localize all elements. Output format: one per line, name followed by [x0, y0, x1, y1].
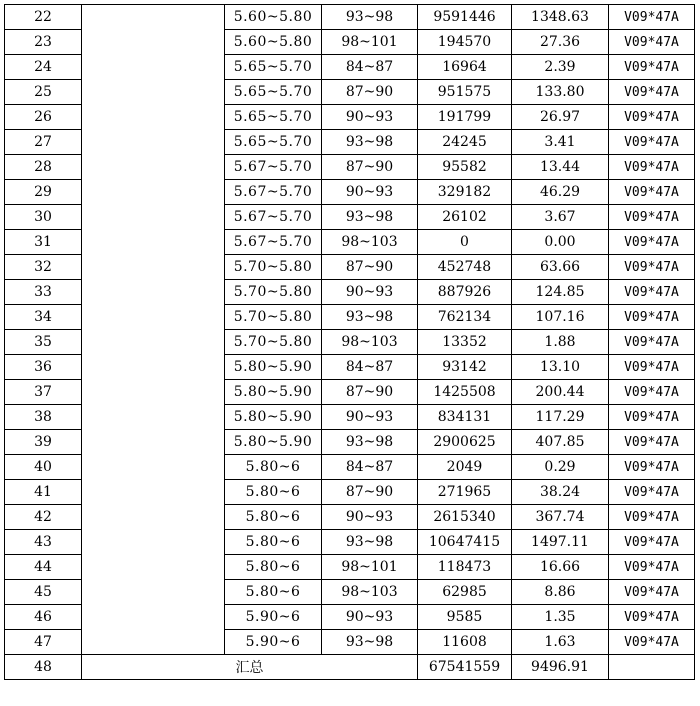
weight-cell: 117.29: [512, 405, 609, 430]
row-index-cell: 42: [5, 505, 82, 530]
weight-cell: 13.10: [512, 355, 609, 380]
code-cell: V09*47A: [609, 55, 695, 80]
range-cell: 90~93: [322, 105, 418, 130]
weight-cell: 1497.11: [512, 530, 609, 555]
range-cell: 98~103: [322, 230, 418, 255]
row-index-cell: 31: [5, 230, 82, 255]
weight-cell: 133.80: [512, 80, 609, 105]
code-cell: V09*47A: [609, 305, 695, 330]
weight-cell: 3.67: [512, 205, 609, 230]
weight-cell: 16.66: [512, 555, 609, 580]
code-cell: V09*47A: [609, 405, 695, 430]
code-cell: V09*47A: [609, 555, 695, 580]
code-cell: V09*47A: [609, 155, 695, 180]
diameter-cell: 5.67~5.70: [225, 180, 322, 205]
range-cell: 93~98: [322, 305, 418, 330]
row-index-cell: 35: [5, 330, 82, 355]
total-index-cell: 48: [5, 655, 82, 680]
code-cell: V09*47A: [609, 80, 695, 105]
row-index-cell: 43: [5, 530, 82, 555]
count-cell: 11608: [418, 630, 512, 655]
diameter-cell: 5.80~6: [225, 580, 322, 605]
total-count-cell: 67541559: [418, 655, 512, 680]
range-cell: 87~90: [322, 80, 418, 105]
weight-cell: 2.39: [512, 55, 609, 80]
range-cell: 87~90: [322, 255, 418, 280]
count-cell: 24245: [418, 130, 512, 155]
weight-cell: 63.66: [512, 255, 609, 280]
count-cell: 13352: [418, 330, 512, 355]
count-cell: 118473: [418, 555, 512, 580]
diameter-cell: 5.80~6: [225, 505, 322, 530]
range-cell: 98~101: [322, 30, 418, 55]
code-cell: V09*47A: [609, 505, 695, 530]
range-cell: 87~90: [322, 480, 418, 505]
code-cell: V09*47A: [609, 330, 695, 355]
row-index-cell: 37: [5, 380, 82, 405]
count-cell: 2900625: [418, 430, 512, 455]
code-cell: V09*47A: [609, 605, 695, 630]
row-index-cell: 47: [5, 630, 82, 655]
range-cell: 93~98: [322, 530, 418, 555]
row-index-cell: 25: [5, 80, 82, 105]
row-index-cell: 38: [5, 405, 82, 430]
weight-cell: 26.97: [512, 105, 609, 130]
diameter-cell: 5.80~5.90: [225, 380, 322, 405]
code-cell: V09*47A: [609, 530, 695, 555]
range-cell: 93~98: [322, 430, 418, 455]
range-cell: 93~98: [322, 5, 418, 30]
total-label: 汇总: [82, 655, 418, 680]
weight-cell: 3.41: [512, 130, 609, 155]
range-cell: 84~87: [322, 355, 418, 380]
row-index-cell: 29: [5, 180, 82, 205]
row-index-cell: 45: [5, 580, 82, 605]
count-cell: 452748: [418, 255, 512, 280]
diameter-cell: 5.90~6: [225, 605, 322, 630]
diameter-cell: 5.80~6: [225, 455, 322, 480]
weight-cell: 38.24: [512, 480, 609, 505]
code-cell: V09*47A: [609, 5, 695, 30]
total-row: [5, 655, 695, 680]
code-cell: V09*47A: [609, 230, 695, 255]
diameter-cell: 5.65~5.70: [225, 130, 322, 155]
code-cell: V09*47A: [609, 430, 695, 455]
diameter-cell: 5.70~5.80: [225, 305, 322, 330]
row-index-cell: 28: [5, 155, 82, 180]
row-index-cell: 22: [5, 5, 82, 30]
diameter-cell: 5.80~5.90: [225, 355, 322, 380]
row-index-cell: 34: [5, 305, 82, 330]
weight-cell: 27.36: [512, 30, 609, 55]
count-cell: 26102: [418, 205, 512, 230]
diameter-cell: 5.67~5.70: [225, 205, 322, 230]
count-cell: 62985: [418, 580, 512, 605]
row-index-cell: 26: [5, 105, 82, 130]
row-index-cell: 24: [5, 55, 82, 80]
range-cell: 90~93: [322, 405, 418, 430]
row-index-cell: 36: [5, 355, 82, 380]
row-index-cell: 32: [5, 255, 82, 280]
diameter-cell: 5.70~5.80: [225, 255, 322, 280]
diameter-cell: 5.70~5.80: [225, 330, 322, 355]
weight-cell: 200.44: [512, 380, 609, 405]
weight-cell: 1.63: [512, 630, 609, 655]
range-cell: 90~93: [322, 280, 418, 305]
diameter-cell: 5.65~5.70: [225, 55, 322, 80]
row-index-cell: 39: [5, 430, 82, 455]
code-cell: V09*47A: [609, 205, 695, 230]
code-cell: V09*47A: [609, 105, 695, 130]
count-cell: 2049: [418, 455, 512, 480]
count-cell: 194570: [418, 30, 512, 55]
diameter-cell: 5.60~5.80: [225, 5, 322, 30]
row-index-cell: 46: [5, 605, 82, 630]
count-cell: 9591446: [418, 5, 512, 30]
row-index-cell: 30: [5, 205, 82, 230]
count-cell: 191799: [418, 105, 512, 130]
diameter-cell: 5.80~6: [225, 530, 322, 555]
code-cell: V09*47A: [609, 180, 695, 205]
weight-cell: 124.85: [512, 280, 609, 305]
count-cell: 93142: [418, 355, 512, 380]
diameter-cell: 5.90~6: [225, 630, 322, 655]
code-cell: V09*47A: [609, 630, 695, 655]
diameter-cell: 5.67~5.70: [225, 155, 322, 180]
code-cell: V09*47A: [609, 355, 695, 380]
count-cell: 762134: [418, 305, 512, 330]
range-cell: 90~93: [322, 605, 418, 630]
weight-cell: 13.44: [512, 155, 609, 180]
range-cell: 90~93: [322, 180, 418, 205]
range-cell: 84~87: [322, 55, 418, 80]
range-cell: 93~98: [322, 630, 418, 655]
row-index-cell: 40: [5, 455, 82, 480]
count-cell: 16964: [418, 55, 512, 80]
weight-cell: 0.00: [512, 230, 609, 255]
range-cell: 93~98: [322, 130, 418, 155]
diameter-cell: 5.67~5.70: [225, 230, 322, 255]
range-cell: 98~103: [322, 330, 418, 355]
weight-cell: 46.29: [512, 180, 609, 205]
row-index-cell: 27: [5, 130, 82, 155]
weight-cell: 1348.63: [512, 5, 609, 30]
range-cell: 87~90: [322, 155, 418, 180]
table-row: [5, 5, 695, 30]
weight-cell: 107.16: [512, 305, 609, 330]
code-cell: V09*47A: [609, 130, 695, 155]
diameter-cell: 5.65~5.70: [225, 105, 322, 130]
code-cell: V09*47A: [609, 380, 695, 405]
diameter-cell: 5.70~5.80: [225, 280, 322, 305]
count-cell: 10647415: [418, 530, 512, 555]
total-weight-cell: 9496.91: [512, 655, 609, 680]
data-table: [4, 4, 695, 680]
range-cell: 90~93: [322, 505, 418, 530]
row-index-cell: 23: [5, 30, 82, 55]
weight-cell: 367.74: [512, 505, 609, 530]
count-cell: 329182: [418, 180, 512, 205]
code-cell: V09*47A: [609, 280, 695, 305]
total-code-cell: [609, 655, 695, 680]
count-cell: 1425508: [418, 380, 512, 405]
weight-cell: 0.29: [512, 455, 609, 480]
weight-cell: 1.35: [512, 605, 609, 630]
code-cell: V09*47A: [609, 30, 695, 55]
count-cell: 9585: [418, 605, 512, 630]
weight-cell: 407.85: [512, 430, 609, 455]
code-cell: V09*47A: [609, 455, 695, 480]
code-cell: V09*47A: [609, 480, 695, 505]
weight-cell: 1.88: [512, 330, 609, 355]
range-cell: 84~87: [322, 455, 418, 480]
range-cell: 98~103: [322, 580, 418, 605]
range-cell: 87~90: [322, 380, 418, 405]
diameter-cell: 5.80~6: [225, 480, 322, 505]
range-cell: 98~101: [322, 555, 418, 580]
diameter-cell: 5.60~5.80: [225, 30, 322, 55]
row-index-cell: 33: [5, 280, 82, 305]
diameter-cell: 5.80~6: [225, 555, 322, 580]
weight-cell: 8.86: [512, 580, 609, 605]
range-cell: 93~98: [322, 205, 418, 230]
count-cell: 271965: [418, 480, 512, 505]
count-cell: 2615340: [418, 505, 512, 530]
count-cell: 0: [418, 230, 512, 255]
code-cell: V09*47A: [609, 255, 695, 280]
code-cell: V09*47A: [609, 580, 695, 605]
count-cell: 951575: [418, 80, 512, 105]
diameter-cell: 5.65~5.70: [225, 80, 322, 105]
table-body: [5, 5, 695, 680]
row-index-cell: 44: [5, 555, 82, 580]
diameter-cell: 5.80~5.90: [225, 405, 322, 430]
count-cell: 887926: [418, 280, 512, 305]
diameter-cell: 5.80~5.90: [225, 430, 322, 455]
merged-blank-cell: [82, 5, 225, 655]
row-index-cell: 41: [5, 480, 82, 505]
count-cell: 834131: [418, 405, 512, 430]
count-cell: 95582: [418, 155, 512, 180]
